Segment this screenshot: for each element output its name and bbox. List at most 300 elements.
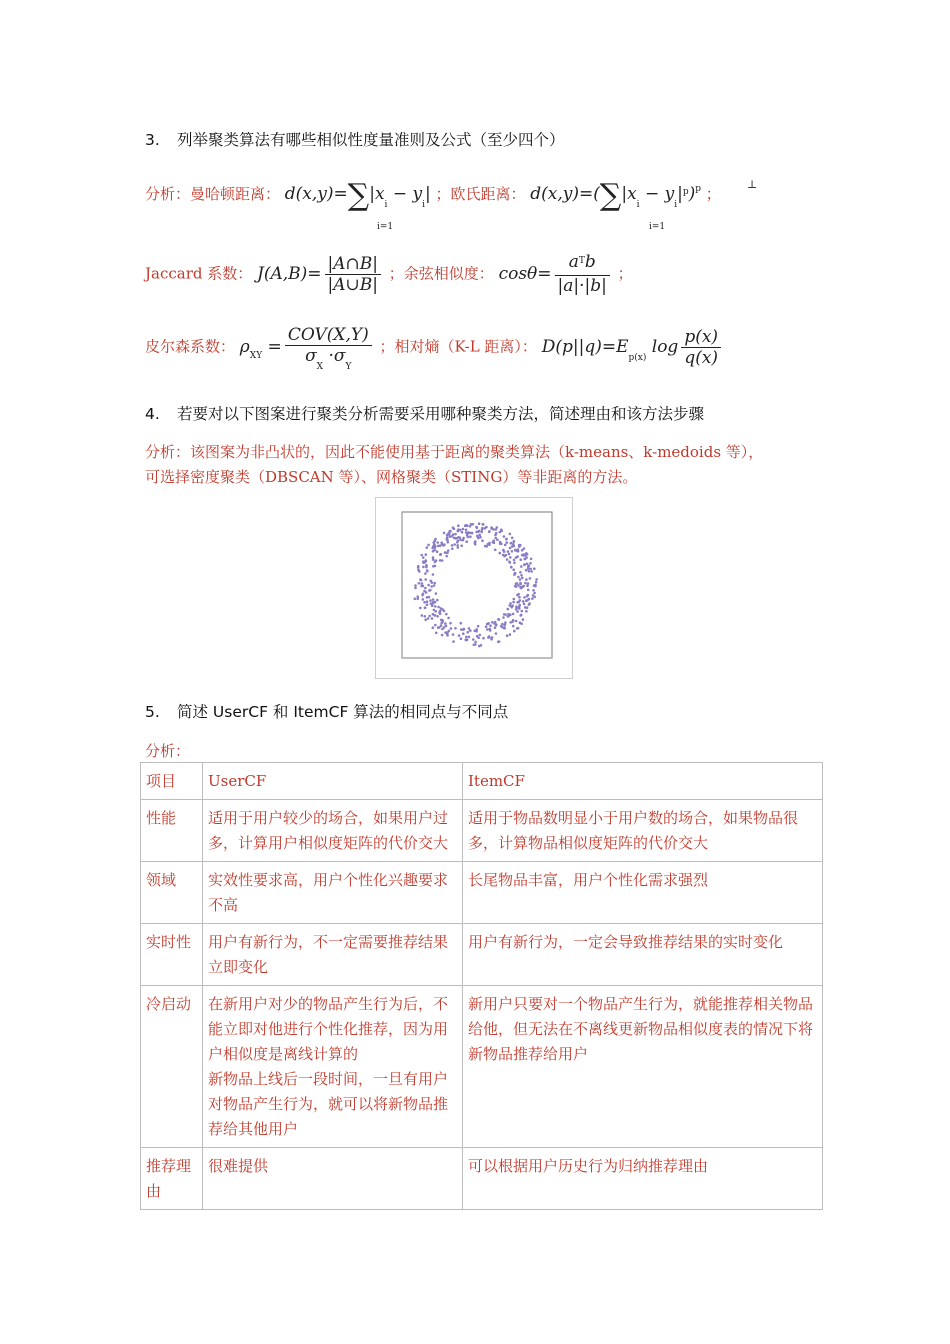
scatter-point	[522, 585, 525, 588]
q5-number: 5.	[145, 703, 160, 721]
itemcf-cell: 长尾物品丰富，用户个性化需求强烈	[463, 862, 823, 924]
scatter-point	[464, 639, 467, 642]
scatter-point	[422, 585, 425, 588]
scatter-point	[425, 553, 428, 556]
scatter-point	[522, 554, 525, 557]
scatter-point	[491, 636, 494, 639]
scatter-point	[525, 599, 528, 602]
scatter-point	[467, 536, 470, 539]
scatter-point	[424, 578, 427, 581]
itemcf-cell: 可以根据用户历史行为归纳推荐理由	[463, 1148, 823, 1210]
header-cell: UserCF	[203, 763, 463, 800]
scatter-point	[498, 640, 501, 643]
q3-semicolon-1: ；	[705, 185, 721, 203]
scatter-point	[488, 542, 491, 545]
scatter-point	[459, 539, 462, 542]
scatter-point	[454, 533, 457, 536]
scatter-point	[445, 555, 448, 558]
scatter-point	[465, 529, 468, 532]
scatter-point	[513, 559, 516, 562]
scatter-point	[434, 614, 437, 617]
q3-heading	[145, 128, 565, 150]
scatter-point	[488, 635, 491, 638]
scatter-point	[427, 544, 430, 547]
scatter-point	[531, 597, 534, 600]
pearson-label: 皮尔森系数：	[145, 337, 236, 356]
scatter-point	[432, 573, 435, 576]
scatter-point	[435, 592, 438, 595]
scatter-point	[517, 550, 520, 553]
scatter-point	[517, 576, 520, 579]
scatter-point	[529, 577, 532, 580]
scatter-point	[528, 603, 531, 606]
euclid-label: ；欧氏距离：	[435, 185, 526, 203]
scatter-point	[424, 618, 427, 621]
scatter-point	[422, 593, 425, 596]
scatter-point	[441, 620, 444, 623]
scatter-point	[494, 537, 497, 540]
usercf-cell: 很难提供	[203, 1148, 463, 1210]
scatter-point	[524, 582, 527, 585]
scatter-point	[495, 623, 498, 626]
scatter-point	[523, 603, 526, 606]
scatter-point	[513, 598, 516, 601]
scatter-point	[421, 582, 424, 585]
ring-scatter-plot	[376, 498, 572, 678]
scatter-point	[423, 590, 426, 593]
scatter-point	[457, 540, 460, 543]
scatter-point	[523, 563, 526, 566]
scatter-point	[428, 615, 431, 618]
scatter-point	[468, 636, 471, 639]
scatter-point	[527, 567, 530, 570]
scatter-point	[457, 546, 460, 549]
scatter-point	[433, 609, 436, 612]
scatter-point	[495, 528, 498, 531]
scatter-point	[511, 550, 514, 553]
scatter-point	[520, 574, 523, 577]
scatter-point	[445, 613, 448, 616]
scatter-point	[528, 570, 531, 573]
scatter-point	[422, 566, 425, 569]
scatter-point	[432, 565, 435, 568]
scatter-point	[477, 536, 480, 539]
scatter-point	[436, 541, 439, 544]
scatter-point	[510, 542, 513, 545]
scatter-point	[418, 582, 421, 585]
table-row	[141, 800, 823, 862]
scatter-point	[535, 578, 538, 581]
scatter-point	[488, 530, 491, 533]
scatter-point	[420, 554, 423, 557]
scatter-point	[446, 551, 449, 554]
scatter-point	[515, 582, 518, 585]
formula-row-pearson-kl	[145, 325, 724, 375]
scatter-point	[441, 559, 444, 562]
manhattan-formula: $d(x,y)=\sum|x_i - y_i|$	[284, 178, 431, 213]
formula-row-distances: 分析：曼哈顿距离： $d(x,y)=\sum|x_i - y_i|$ ；欧氏距离： $d(x,y)=(\sum|x_i - y_i|^p)^p$ ； i=1 i=1 ⊥	[145, 178, 758, 232]
scatter-point	[469, 535, 472, 538]
scatter-point	[478, 645, 481, 648]
scatter-point	[509, 633, 512, 636]
table-row	[141, 924, 823, 986]
scatter-point	[507, 608, 510, 611]
scatter-point	[441, 543, 444, 546]
scatter-point	[477, 625, 480, 628]
scatter-point	[511, 605, 514, 608]
scatter-point	[516, 601, 519, 604]
scatter-point	[516, 627, 519, 630]
scatter-point	[480, 531, 483, 534]
scatter-point	[516, 607, 519, 610]
row-label: 实时性	[141, 924, 203, 986]
scatter-point	[519, 558, 522, 561]
scatter-point	[423, 601, 426, 604]
table-row	[141, 986, 823, 1148]
scatter-point	[504, 621, 507, 624]
scatter-point	[417, 569, 420, 572]
scatter-point	[509, 556, 512, 559]
scatter-point	[517, 584, 520, 587]
scatter-point	[486, 623, 489, 626]
scatter-point	[429, 599, 432, 602]
scatter-point	[509, 547, 512, 550]
scatter-point	[457, 528, 460, 531]
scatter-point	[489, 624, 492, 627]
scatter-point	[525, 610, 528, 613]
scatter-point	[465, 524, 468, 527]
scatter-point	[481, 527, 484, 530]
usercf-cell: 用户有新行为，不一定需要推荐结果立即变化	[203, 924, 463, 986]
scatter-point	[447, 617, 450, 620]
scatter-point	[500, 528, 503, 531]
usercf-cell: 适用于用户较少的场合，如果用户过多，计算用户相似度矩阵的代价交大	[203, 800, 463, 862]
scatter-point	[513, 630, 516, 633]
scatter-point	[451, 548, 454, 551]
scatter-point	[504, 613, 507, 616]
scatter-point	[457, 524, 460, 527]
scatter-point	[475, 526, 478, 529]
scatter-point	[489, 628, 492, 631]
scatter-point	[424, 560, 427, 563]
scatter-point	[524, 606, 527, 609]
scatter-point	[482, 523, 485, 526]
scatter-point	[427, 617, 430, 620]
scatter-point	[424, 572, 427, 575]
scatter-point	[426, 600, 429, 603]
scatter-point	[416, 598, 419, 601]
scatter-point	[520, 565, 523, 568]
scatter-point	[486, 628, 489, 631]
scatter-point	[424, 606, 427, 609]
scatter-point	[492, 528, 495, 531]
scatter-point	[519, 578, 522, 581]
scatter-point	[526, 584, 529, 587]
scatter-point	[521, 610, 524, 613]
scatter-point	[446, 534, 449, 537]
table-header-row	[141, 763, 823, 800]
scatter-point	[444, 551, 447, 554]
scatter-point	[420, 579, 423, 582]
scatter-point	[460, 544, 463, 547]
scatter-point	[509, 621, 512, 624]
q5-analysis-label: 分析：	[145, 742, 191, 760]
scatter-point	[434, 605, 437, 608]
scatter-point	[479, 634, 482, 637]
scatter-point	[503, 535, 506, 538]
scatter-point	[431, 581, 434, 584]
jaccard-label: Jaccard 系数：	[145, 264, 253, 283]
scatter-point	[450, 627, 453, 630]
scatter-point	[533, 592, 536, 595]
scatter-point	[475, 628, 478, 631]
scatter-point	[519, 582, 522, 585]
scatter-point	[462, 528, 465, 531]
scatter-point	[527, 594, 530, 597]
scatter-point	[527, 589, 530, 592]
q4-analysis-line2: 可选择密度聚类（DBSCAN 等）、网格聚类（STING）等非距离的方法。	[145, 468, 638, 486]
usercf-cell: 实效性要求高，用户个性化兴趣要求不高	[203, 862, 463, 924]
scatter-point	[533, 567, 536, 570]
scatter-point	[414, 587, 417, 590]
scatter-point	[426, 603, 429, 606]
scatter-point	[508, 604, 511, 607]
scatter-point	[439, 610, 442, 613]
scatter-point	[515, 585, 518, 588]
scatter-point	[446, 536, 449, 539]
scatter-point	[473, 644, 476, 647]
scatter-point	[452, 640, 455, 643]
scatter-point	[495, 632, 498, 635]
scatter-point	[522, 618, 525, 621]
formula-row-jaccard-cosine	[145, 252, 633, 302]
scatter-point	[433, 584, 436, 587]
row-label: 冷启动	[141, 986, 203, 1148]
scatter-point	[444, 622, 447, 625]
scatter-point	[478, 534, 481, 537]
scatter-point	[437, 626, 440, 629]
scatter-point	[518, 596, 521, 599]
manhattan-label: 分析：曼哈顿距离：	[145, 185, 281, 203]
scatter-point	[513, 540, 516, 543]
scatter-point	[440, 607, 443, 610]
scatter-point	[529, 568, 532, 571]
q3-title: 列举聚类算法有哪些相似性度量准则及公式（至少四个）	[177, 131, 565, 149]
scatter-point	[469, 525, 472, 528]
scatter-point	[514, 572, 517, 575]
scatter-point	[508, 561, 511, 564]
scatter-point	[479, 536, 482, 539]
scatter-point	[519, 571, 522, 574]
comparison-table	[140, 762, 823, 1210]
q5-title: 简述 UserCF 和 ItemCF 算法的相同点与不同点	[177, 703, 509, 721]
scatter-point	[499, 552, 502, 555]
scatter-point	[505, 541, 508, 544]
scatter-point	[426, 546, 429, 549]
scatter-point	[527, 564, 530, 567]
scatter-point	[452, 633, 455, 636]
itemcf-cell: 新用户只要对一个物品产生行为，就能推荐相关物品给他，但无法在不离线更新物品相似度表的情况下将新物品推荐给用户	[463, 986, 823, 1148]
scatter-point	[422, 556, 425, 559]
kl-label: ；相对熵（K-L 距离）：	[379, 337, 537, 356]
scatter-point	[477, 637, 480, 640]
scatter-point	[485, 526, 488, 529]
scatter-point	[443, 610, 446, 613]
scatter-point	[515, 556, 518, 559]
scatter-point	[515, 620, 518, 623]
header-cell: ItemCF	[463, 763, 823, 800]
scatter-point	[503, 624, 506, 627]
q5-heading	[145, 700, 508, 722]
q4-number: 4.	[145, 405, 160, 423]
scatter-point	[461, 531, 464, 534]
scatter-point	[504, 544, 507, 547]
scatter-point	[518, 604, 521, 607]
scatter-point	[495, 532, 498, 535]
scatter-point	[434, 624, 437, 627]
ring-cluster-figure	[375, 497, 573, 679]
scatter-point	[447, 541, 450, 544]
itemcf-cell: 适用于物品数明显小于用户数的场合，如果物品很多，计算物品相似度矩阵的代价交大	[463, 800, 823, 862]
scatter-point	[506, 634, 509, 637]
scatter-point	[430, 585, 433, 588]
scatter-point	[432, 598, 435, 601]
scatter-point	[511, 537, 514, 540]
scatter-point	[474, 541, 477, 544]
scatter-point	[491, 621, 494, 624]
scatter-point	[462, 537, 465, 540]
scatter-point	[432, 550, 435, 553]
scatter-point	[434, 561, 437, 564]
scatter-point	[414, 598, 417, 601]
scatter-point	[468, 627, 471, 630]
scatter-point	[449, 535, 452, 538]
scatter-point	[424, 587, 427, 590]
usercf-cell: 在新用户对少的物品产生行为后，不能立即对他进行个性化推荐，因为用户相似度是离线计算的 新物品上线后一段时间，一旦有用户对物品产生行为，就可以将新物品推荐给其他用户	[203, 986, 463, 1148]
scatter-point	[510, 566, 513, 569]
scatter-point	[525, 578, 528, 581]
scatter-point	[492, 539, 495, 542]
scatter-point	[516, 610, 519, 613]
scatter-point	[503, 627, 506, 630]
scatter-point	[436, 599, 439, 602]
scatter-point	[458, 634, 461, 637]
cosine-label: ；余弦相似度：	[388, 264, 494, 283]
scatter-point	[426, 569, 429, 572]
scatter-point	[520, 622, 523, 625]
scatter-point	[533, 596, 536, 599]
scatter-point	[440, 553, 443, 556]
scatter-point	[513, 545, 516, 548]
scatter-point	[427, 584, 430, 587]
scatter-point	[532, 589, 535, 592]
scatter-point	[421, 614, 424, 617]
scatter-point	[507, 613, 510, 616]
scatter-point	[518, 545, 521, 548]
scatter-point	[484, 545, 487, 548]
scatter-point	[519, 599, 522, 602]
scatter-point	[530, 558, 533, 561]
scatter-point	[460, 637, 463, 640]
scatter-point	[506, 558, 509, 561]
scatter-point	[508, 553, 511, 556]
scatter-point	[482, 637, 485, 640]
scatter-point	[426, 596, 429, 599]
jaccard-formula: J(A,B)= $\frac{|A\cap B|}{|A\cup B|}$	[257, 264, 384, 284]
kl-formula: $D(p||q)=E_{p(x)}$ log $\frac{p(x)}{q(x)}$	[542, 337, 724, 357]
scatter-point	[462, 632, 465, 635]
scatter-point	[472, 638, 475, 641]
q4-analysis-line1: 分析：该图案为非凸状的，因此不能使用基于距离的聚类算法（k-means、k-medoids 等），	[145, 443, 764, 461]
scatter-point	[512, 619, 515, 622]
scatter-point	[441, 634, 444, 637]
scatter-point	[425, 566, 428, 569]
scatter-point	[478, 522, 481, 525]
scatter-point	[451, 544, 454, 547]
scatter-point	[451, 535, 454, 538]
scatter-point	[424, 615, 427, 618]
scatter-point	[460, 622, 463, 625]
itemcf-cell: 用户有新行为，一定会导致推荐结果的实时变化	[463, 924, 823, 986]
scatter-point	[520, 614, 523, 617]
scatter-point	[460, 628, 463, 631]
scatter-point	[503, 550, 506, 553]
scatter-point	[452, 526, 455, 529]
scatter-point	[449, 622, 452, 625]
header-cell: 项目	[141, 763, 203, 800]
scatter-point	[525, 569, 528, 572]
scatter-point	[430, 602, 433, 605]
scatter-point	[512, 613, 515, 616]
scatter-point	[477, 530, 480, 533]
pearson-formula: $\rho_{XY}$ = $\frac{\text{COV(X,Y)}}{\sigma_X \cdot\sigma_Y}$	[240, 337, 375, 357]
scatter-point	[467, 631, 470, 634]
scatter-point	[535, 581, 538, 584]
scatter-point	[494, 549, 497, 552]
cosine-formula: cosθ= $\frac{a^Tb}{|a|\cdot|b|}$	[499, 264, 613, 284]
scatter-point	[514, 549, 517, 552]
scatter-point	[512, 625, 515, 628]
scatter-point	[521, 577, 524, 580]
q4-heading	[145, 402, 704, 424]
scatter-point	[457, 536, 460, 539]
scatter-point	[512, 601, 515, 604]
scatter-point	[448, 531, 451, 534]
scatter-point	[519, 586, 522, 589]
scatter-point	[523, 547, 526, 550]
scatter-point	[433, 582, 436, 585]
scatter-point	[494, 626, 497, 629]
scatter-point	[529, 562, 532, 565]
scatter-point	[465, 531, 468, 534]
scatter-point	[436, 615, 439, 618]
scatter-point	[507, 550, 510, 553]
scatter-point	[428, 589, 431, 592]
scatter-point	[469, 532, 472, 535]
scatter-point	[443, 626, 446, 629]
row-label: 推荐理由	[141, 1148, 203, 1210]
scatter-point	[435, 632, 438, 635]
scatter-point	[434, 545, 437, 548]
scatter-point	[417, 566, 420, 569]
q3-semicolon-2: ；	[617, 264, 633, 283]
scatter-point	[509, 533, 512, 536]
row-label: 领域	[141, 862, 203, 924]
scatter-point	[419, 607, 422, 610]
scatter-point	[437, 606, 440, 609]
scatter-point	[431, 617, 434, 620]
scatter-point	[524, 558, 527, 561]
